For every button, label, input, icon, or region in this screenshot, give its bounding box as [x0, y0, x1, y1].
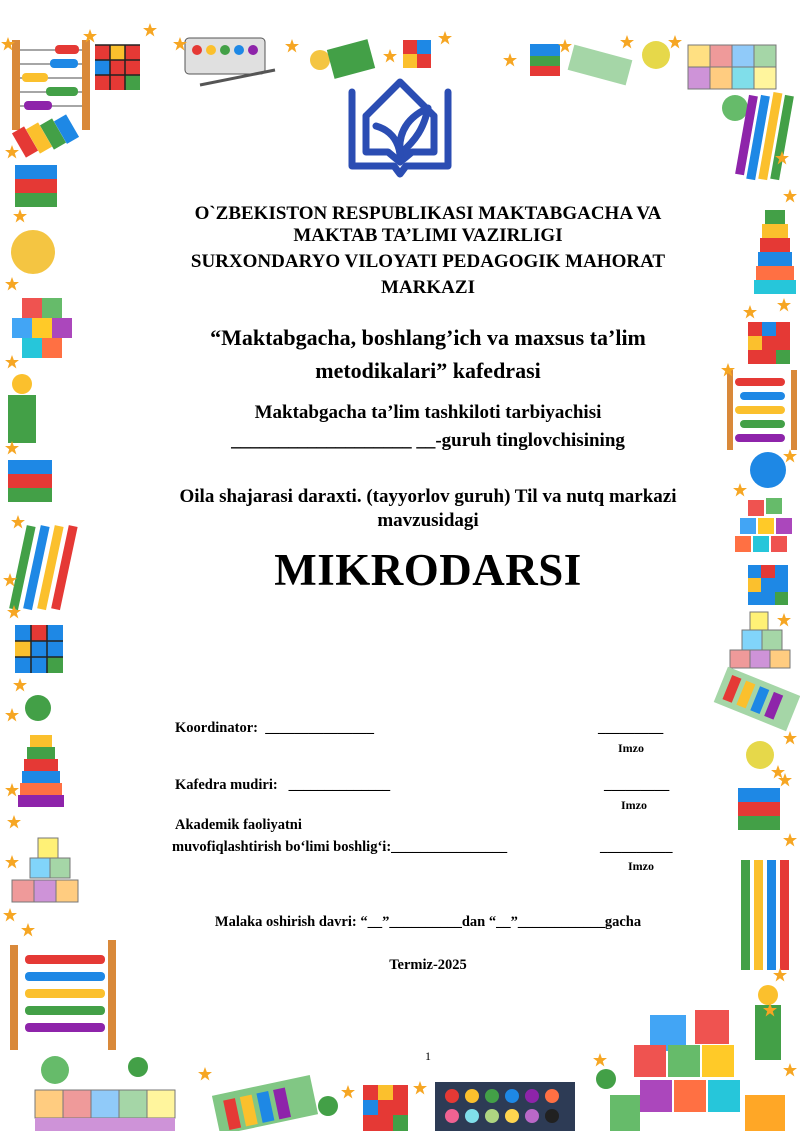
- page-number: 1: [425, 1049, 431, 1063]
- page-title: MIKRODARSI: [274, 545, 582, 595]
- department-heading: [0, 322, 800, 386]
- signature-caption: Imzo: [621, 798, 647, 812]
- signature-caption: Imzo: [618, 741, 644, 755]
- coordinator-label: Koordinator: _______________: [175, 720, 374, 736]
- academic-signature-line: __________: [600, 839, 673, 855]
- head-of-department-label: Kafedra mudiri: ______________: [175, 777, 391, 793]
- trainee-role: [0, 399, 800, 455]
- head-signature-line: _________: [604, 777, 670, 793]
- ministry-line: SURXONDARYO VILOYATI PEDAGOGIK MAHORAT: [190, 251, 666, 272]
- ministry-line: O`ZBEKISTON RESPUBLIKASI MAKTABGACHA VA: [194, 203, 662, 224]
- academic-label-line2: muvofiqlashtirish bo‘limi boshlig‘i:________________: [172, 839, 508, 855]
- department-line: “Maktabgacha, boshlang’ich va maxsus ta’lim: [210, 325, 646, 350]
- ministry-line: MARKAZI: [381, 277, 475, 298]
- role-line: ___________________ __-guruh tinglovchisining: [231, 430, 625, 451]
- lesson-topic: Oila shajarasi daraxti. (tayyorlov guruh) Til va nutq markazi mavzusidagi: [179, 486, 677, 531]
- ministry-heading: [0, 203, 800, 299]
- place-year: Termiz-2025: [389, 957, 467, 973]
- training-period: Malaka oshirish davri: “__”__________dan “__”____________gacha: [214, 914, 642, 930]
- academic-label-line1: Akademik faoliyatni: [175, 817, 302, 833]
- department-line: metodikalari” kafedrasi: [315, 358, 541, 383]
- ministry-line: MAKTAB TA’LIMI VAZIRLIGI: [293, 225, 563, 246]
- signature-caption: Imzo: [628, 859, 654, 873]
- coordinator-signature-line: _________: [598, 720, 664, 736]
- role-line: Maktabgacha ta’lim tashkiloti tarbiyachisi: [254, 402, 602, 423]
